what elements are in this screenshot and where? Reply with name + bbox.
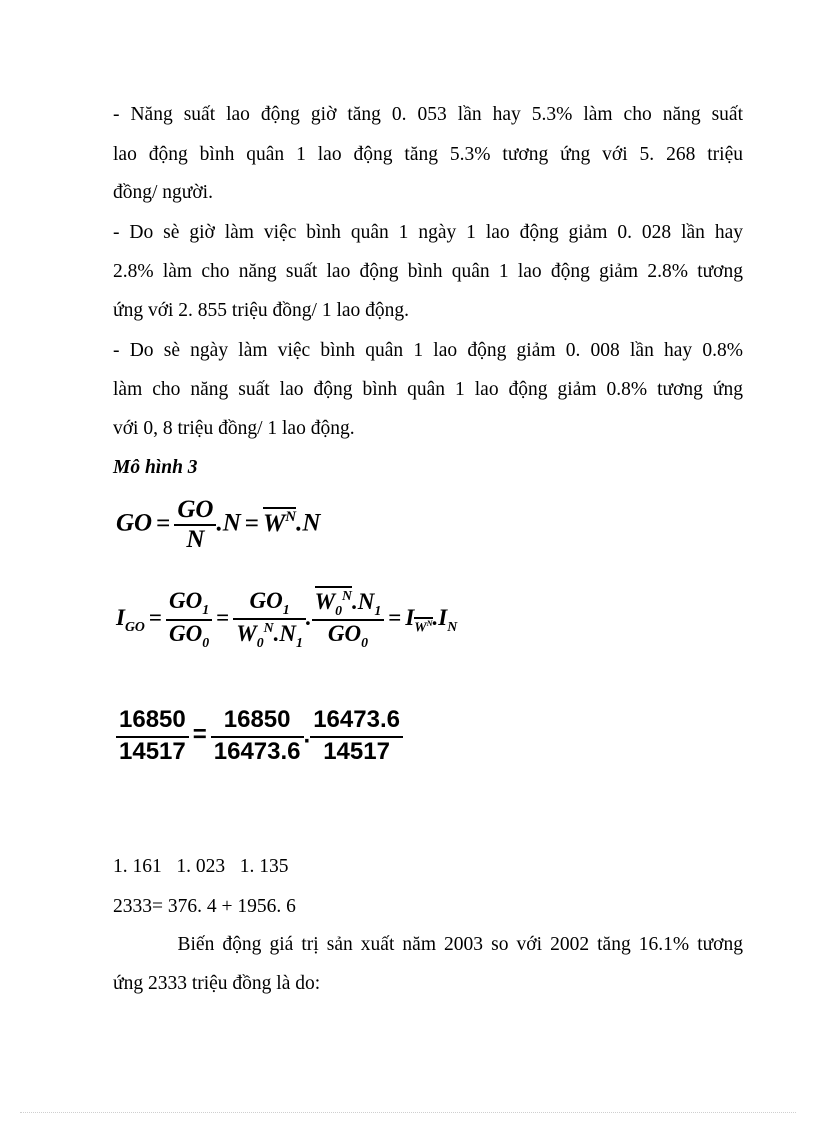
formula-2-fraction-3: $\frac{W_0^N.N_1}{GO_0}$ <box>312 588 385 651</box>
index-values-line: 1. 161 1. 023 1. 135 <box>113 856 289 877</box>
numeric-fraction-1: $\frac{16850}{14517}$ <box>116 706 189 766</box>
sum-line: 2333= 376. 4 + 1956. 6 <box>113 896 296 917</box>
formula-2: $I_{GO}$ = $\frac{GO_1}{GO_0}$ = $\frac{GO_1}{W_0^N.N_1}$ . $\frac{W_0^N.N_1}{GO_0}$ = $I_{W^N}.I_N$ <box>116 588 458 651</box>
formula-1-lhs: GO <box>116 509 153 537</box>
paragraph-3-line-1: - Do sè ngày làm việc bình quân 1 lao động giảm 0. 008 lần hay 0.8% <box>113 340 743 361</box>
formula-2-fraction-1: $\frac{GO_1}{GO_0}$ <box>166 588 212 650</box>
paragraph-2-line-1: - Do sè giờ làm việc bình quân 1 ngày 1 lao động giảm 0. 028 lần hay <box>113 222 743 243</box>
numeric-fraction-2: $\frac{16850}{16473.6}$ <box>211 706 304 766</box>
formula-1-w-bar: $W^N$ <box>263 508 297 537</box>
formula-2-index-w: $I_{W^N}$ <box>405 604 433 635</box>
paragraph-2-line-2: 2.8% làm cho năng suất lao động bình quân 1 lao động giảm 2.8% tương <box>113 261 743 282</box>
paragraph-3-line-3: với 0, 8 triệu đồng/ 1 lao động. <box>113 418 355 439</box>
formula-1: GO = $\frac{GO}{N}$ $.N = W^N.N$ <box>116 496 321 553</box>
paragraph-1-line-2: lao động bình quân 1 lao động tăng 5.3% tương ứng với 5. 268 triệu <box>113 144 743 165</box>
formula-2-index-n: $I_N$ <box>438 604 458 635</box>
paragraph-1-line-3: đồng/ người. <box>113 182 213 203</box>
paragraph-3-line-2: làm cho năng suất lao động bình quân 1 lao động giảm 0.8% tương ứng <box>113 379 743 400</box>
numeric-fraction-3: $\frac{16473.6}{14517}$ <box>310 706 403 766</box>
conclusion-line-1: Biến động giá trị sản xuất năm 2003 so với 2002 tăng 16.1% tương <box>113 934 743 955</box>
numeric-equation: $\frac{16850}{14517}$ = $\frac{16850}{16473.6}$ . $\frac{16473.6}{14517}$ <box>116 706 403 766</box>
formula-2-fraction-2: $\frac{GO_1}{W_0^N.N_1}$ <box>233 588 306 651</box>
paragraph-1-line-1: - Năng suất lao động giờ tăng 0. 053 lần hay 5.3% làm cho năng suất <box>113 104 743 125</box>
section-heading: Mô hình 3 <box>113 457 198 478</box>
formula-1-fraction: $\frac{GO}{N}$ <box>174 496 216 554</box>
paragraph-2-line-3: ứng với 2. 855 triệu đồng/ 1 lao động. <box>113 300 410 321</box>
conclusion-line-2: ứng 2333 triệu đồng là do: <box>113 973 321 994</box>
formula-2-lhs: $I_{GO}$ <box>116 604 145 635</box>
page-bottom-divider <box>20 1112 796 1113</box>
